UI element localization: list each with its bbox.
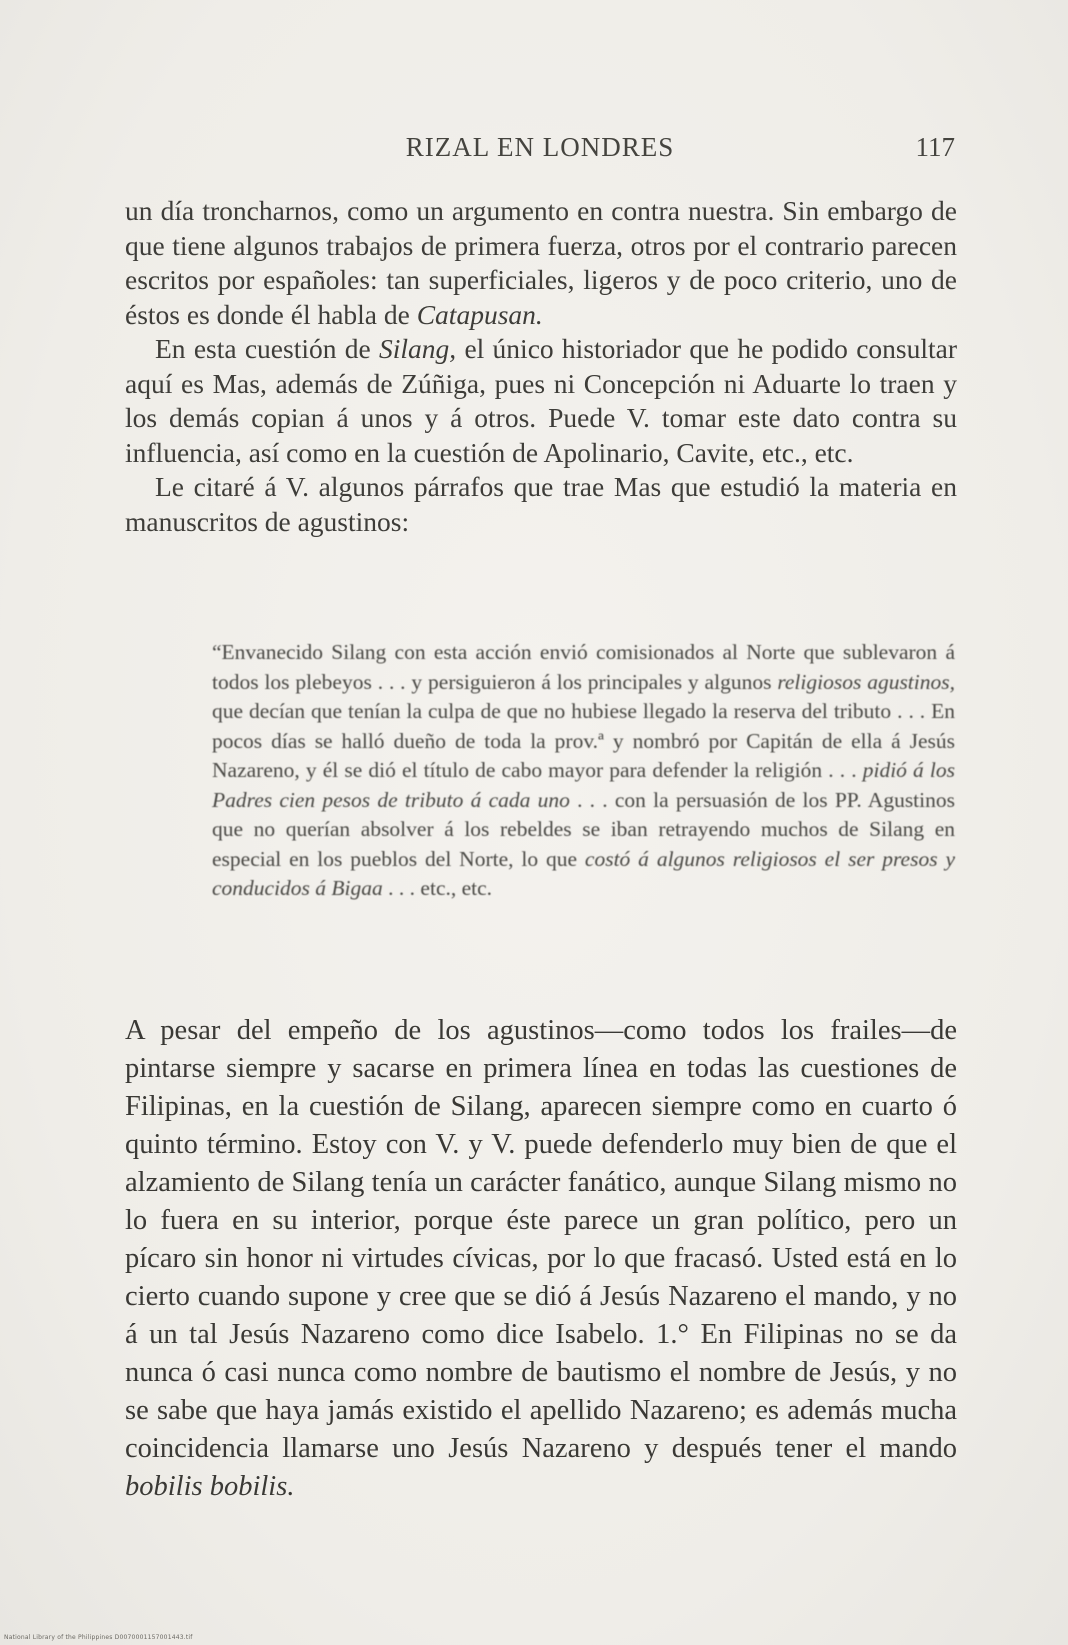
paragraph-1-text: un día troncharnos, como un argumento en contra nuestra. Sin embargo de que tiene algunos trabajos de primera fuerza, otros por el contrario parecen escritos por españoles: tan superficiales, ligeros y de poco criterio, uno de éstos es donde él habla de bbox=[125, 195, 957, 330]
running-head: RIZAL EN LONDRES bbox=[405, 132, 675, 162]
page-number: 117 bbox=[915, 132, 955, 162]
quote-text-a: “Envanecido Silang con esta acción envió comisionados al Norte que sublevaron á todos los plebeyos . . . y persiguieron á los principales y algunos bbox=[212, 640, 955, 694]
quote-italic-1: religiosos agustinos, bbox=[777, 669, 956, 694]
paragraph-2-text-a: En esta cuestión de bbox=[155, 333, 371, 364]
body-text-top bbox=[125, 194, 957, 539]
paragraph-closing bbox=[125, 1012, 957, 1506]
quote-text-c: . . . con la persuasión de los PP. Agustinos que no querían absolver á los rebeldes se iban retrayendo muchos de Silang en especial en los pueblos del Norte, lo que bbox=[212, 787, 955, 871]
paragraph-1-italic: Catapusan. bbox=[416, 298, 543, 330]
body-text-bottom bbox=[125, 1012, 957, 1506]
closing-italic: bobilis bobilis. bbox=[125, 1471, 295, 1502]
quote-paragraph bbox=[212, 638, 955, 904]
paragraph-3: Le citaré á V. algunos párrafos que trae Mas que estudió la materia en manuscritos de agustinos: bbox=[125, 471, 957, 537]
paragraph-1 bbox=[125, 194, 957, 332]
paragraph-2-italic: Silang, bbox=[379, 333, 457, 364]
block-quote bbox=[212, 638, 955, 904]
quote-text-b: que decían que tenían la culpa de que no hubiese llegado la reserva del tributo . . . En pocos días se halló dueño de toda la prov.ª y nombró por Capitán de ella á Jesús Nazareno, y él se dió el título de cabo mayor para defender la religión . . . bbox=[212, 699, 955, 782]
paragraph-2 bbox=[125, 332, 957, 470]
quote-italic-3: costó á algunos religiosos el ser presos y conducidos á Bigaa bbox=[212, 846, 956, 900]
scan-credit: National Library of the Philippines D0070001157001443.tif bbox=[4, 1634, 193, 1641]
quote-italic-2: pidió á los Padres cien pesos de tributo á cada uno bbox=[212, 758, 955, 812]
quote-text-d: . . . etc., etc. bbox=[388, 876, 493, 900]
closing-text: A pesar del empeño de los agustinos—como todos los frailes—de pintarse siempre y sacarse en primera línea en todas las cuestiones de Filipinas, en la cuestión de Silang, aparecen siempre como en cuarto ó quinto término. Estoy con V. y V. puede defenderlo muy bien de que el alzamiento de Silang tenía un carácter fanático, aunque Silang mismo no lo fuera en su interior, porque éste parece un gran político, pero un pícaro sin honor ni virtudes cívicas, por lo que fracasó. Usted está en lo cierto cuando supone y cree que se dió á Jesús Nazareno el mando, y no á un tal Jesús Nazareno como dice Isabelo. 1.° En Filipinas no se da nunca ó casi nunca como nombre de bautismo el nombre de Jesús, y no se sabe que haya jamás existido el apellido Nazareno; es además mucha coincidencia llamarse uno Jesús Nazareno y después tener el mando bbox=[125, 1015, 957, 1464]
page-header bbox=[125, 132, 955, 166]
paragraph-2-text-b: el único historiador que he podido consultar aquí es Mas, además de Zúñiga, pues ni Concepción ni Aduarte lo traen y los demás copian á unos y á otros. Puede V. tomar este dato contra su influencia, así como en la cuestión de Apolinario, Cavite, etc., etc. bbox=[125, 333, 958, 468]
